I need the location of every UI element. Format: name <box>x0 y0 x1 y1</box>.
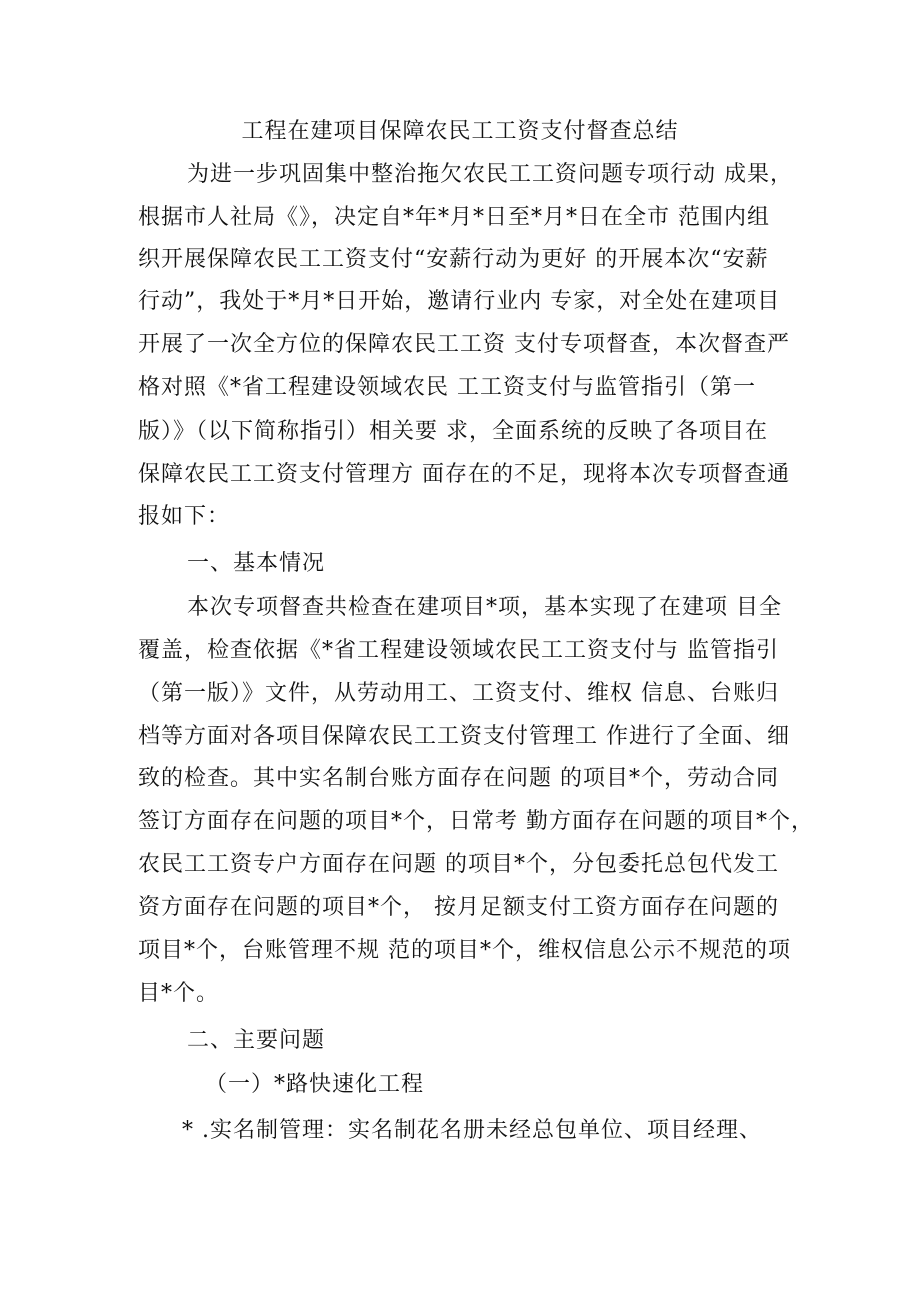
paragraph-line: 版）》（以下简称指引）相关要 求，全面系统的反映了各项目在 <box>138 419 768 444</box>
paragraph-line: 覆盖，检查依据《*省工程建设领域农民工工资支付与 监管指引 <box>138 638 779 663</box>
paragraph-line: 行动”，我处于*月*日开始，邀请行业内 专家，对全处在建项目 <box>138 289 781 314</box>
paragraph-line: 致的检查。其中实名制台账方面存在问题 的项目*个，劳动合同 <box>138 766 779 791</box>
section-heading: 二、主要问题 <box>187 1028 326 1053</box>
paragraph-line: 目*个。 <box>138 981 220 1006</box>
paragraph-line: 项目*个，台账管理不规 范的项目*个，维权信息公示不规范的项 <box>138 938 791 963</box>
paragraph-line: 本次专项督查共检查在建项目*项，基本实现了在建项 目全 <box>187 595 782 620</box>
paragraph-line: * .实名制管理：实名制花名册未经总包单位、项目经理、 <box>182 1118 762 1143</box>
paragraph-line: 为进一步巩固集中整治拖欠农民工工资问题专项行动 成果， <box>187 162 793 187</box>
subsection-heading: （一）*路快速化工程 <box>205 1072 425 1097</box>
paragraph-line: 签订方面存在问题的项目*个，日常考 勤方面存在问题的项目*个， <box>138 809 814 834</box>
paragraph-line: （第一版）》文件，从劳动用工、工资支付、维权 信息、台账归 <box>138 681 779 706</box>
document-title: 工程在建项目保障农民工工资支付督查总结 <box>241 119 679 144</box>
paragraph-line: 农民工工资专户方面存在问题 的项目*个，分包委托总包代发工 <box>138 852 779 877</box>
paragraph-line: 根据市人社局《》，决定自*年*月*日至*月*日在全市 范围内组 <box>138 205 770 230</box>
paragraph-line: 织开展保障农民工工资支付“安薪行动为更好 的开展本次“安薪 <box>138 247 769 272</box>
paragraph-line: 报如下： <box>138 504 231 529</box>
section-heading: 一、基本情况 <box>187 551 326 576</box>
paragraph-line: 资方面存在问题的项目*个， 按月足额支付工资方面存在问题的 <box>138 895 779 920</box>
paragraph-line: 档等方面对各项目保障农民工工资支付管理工 作进行了全面、细 <box>138 724 790 749</box>
paragraph-line: 格对照《*省工程建设领域农民 工工资支付与监管指引（第一 <box>138 375 756 400</box>
paragraph-line: 开展了一次全方位的保障农民工工资 支付专项督查，本次督查严 <box>138 332 790 357</box>
paragraph-line: 保障农民工工资支付管理方 面存在的不足，现将本次专项督查通 <box>138 462 790 487</box>
